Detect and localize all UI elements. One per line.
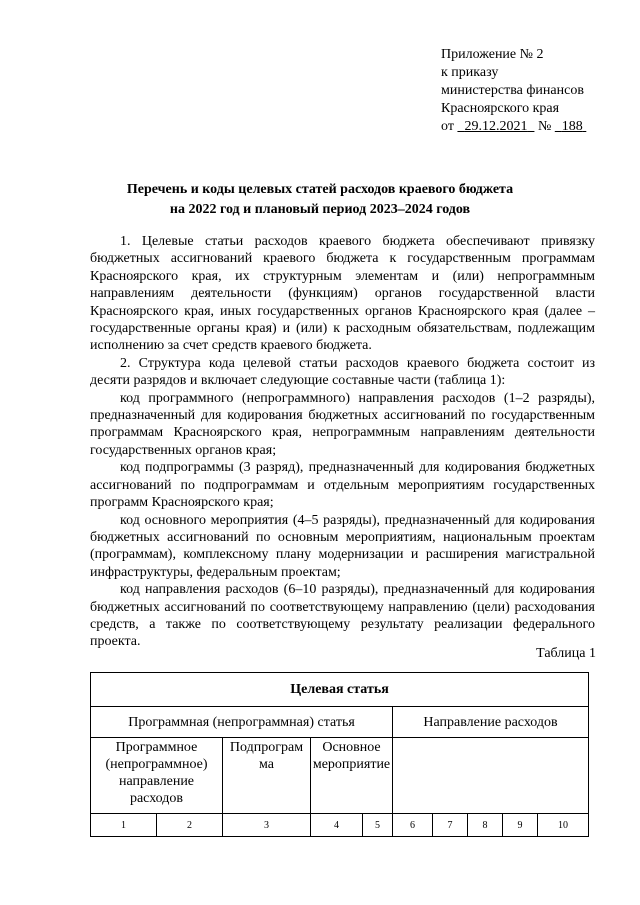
digit-row [91, 814, 589, 837]
program-article-header: Программная (непрограммная) статья [91, 707, 393, 738]
paragraph-6: код направления расходов (6–10 разряды), предназначенный для кодирования бюджетных ассигнований по соответствующему направлению (цели) расходования средств, а также по соответствующему результату реализации федерального проекта. [90, 582, 595, 650]
direction-empty-cell [393, 738, 589, 814]
direction-header: Направление расходов [393, 707, 589, 738]
digit-cell: 1 [91, 814, 157, 837]
program-direction-header: Программное (непрограммное) направление расходов [91, 738, 223, 814]
date-prefix: от [441, 119, 454, 134]
digit-cell: 3 [223, 814, 311, 837]
digit-cell: 9 [503, 814, 538, 837]
appendix-line-1: Приложение № 2 [441, 47, 544, 62]
appendix-line-2: к приказу [441, 65, 499, 80]
number-prefix: № [537, 119, 552, 134]
appendix-line-4: Красноярского края [441, 101, 560, 116]
digit-cell: 8 [468, 814, 503, 837]
title-line-1: Перечень и коды целевых статей расходов краевого бюджета [126, 182, 514, 197]
digit-cell: 2 [157, 814, 223, 837]
digit-cell: 5 [363, 814, 393, 837]
paragraph-3: код программного (непрограммного) направления расходов (1–2 разряды), предназначенный для кодирования бюджетных ассигнований по государственным программам Красноярского края, непрограммным направлениям деятельности государственных органов края; [90, 390, 595, 458]
order-date: 29.12.2021 [464, 119, 528, 134]
appendix-date-line [441, 118, 626, 136]
appendix-block [441, 46, 626, 136]
main-event-header: Основное мероприятие [311, 738, 393, 814]
table-header: Целевая статья [91, 673, 589, 707]
document-title [60, 180, 580, 220]
target-article-table [90, 672, 589, 837]
digit-cell: 4 [311, 814, 363, 837]
digit-cell: 7 [433, 814, 468, 837]
appendix-line-3: министерства финансов [441, 83, 584, 98]
digit-cell: 10 [538, 814, 589, 837]
paragraph-4: код подпрограммы (3 разряд), предназначенный для кодирования бюджетных ассигнований по подпрограммам и отдельным мероприятиям государственных программ Красноярского края; [90, 460, 595, 511]
paragraph-2: 2. Структура кода целевой статьи расходов краевого бюджета состоит из десяти разрядов и включает следующие составные части (таблица 1): [90, 355, 595, 389]
subprogram-header: Подпрограм ма [223, 738, 311, 814]
document-body [90, 233, 595, 651]
paragraph-1: 1. Целевые статьи расходов краевого бюджета обеспечивают привязку бюджетных ассигнований краевого бюджета к государственным программам Красноярского края, их структурным элементам и (или) непрограммным направлениям деятельности (функциям) органов государственной власти Красноярского края, иных государственных органов Красноярского края (далее – государственные органы края) и (или) к расходным обязательствам, подлежащим исполнению за счет средств краевого бюджета. [90, 234, 595, 354]
paragraph-5: код основного мероприятия (4–5 разряды), предназначенный для кодирования бюджетных ассигнований по основным мероприятиям, национальным проектам (программам), комплексному плану модернизации и расширения магистральной инфраструктуры, федеральным проектам; [90, 512, 595, 580]
table-caption: Таблица 1 [536, 646, 596, 661]
order-number: 188 [561, 119, 583, 134]
title-line-2: на 2022 год и плановый период 2023–2024 годов [169, 202, 471, 217]
digit-cell: 6 [393, 814, 433, 837]
